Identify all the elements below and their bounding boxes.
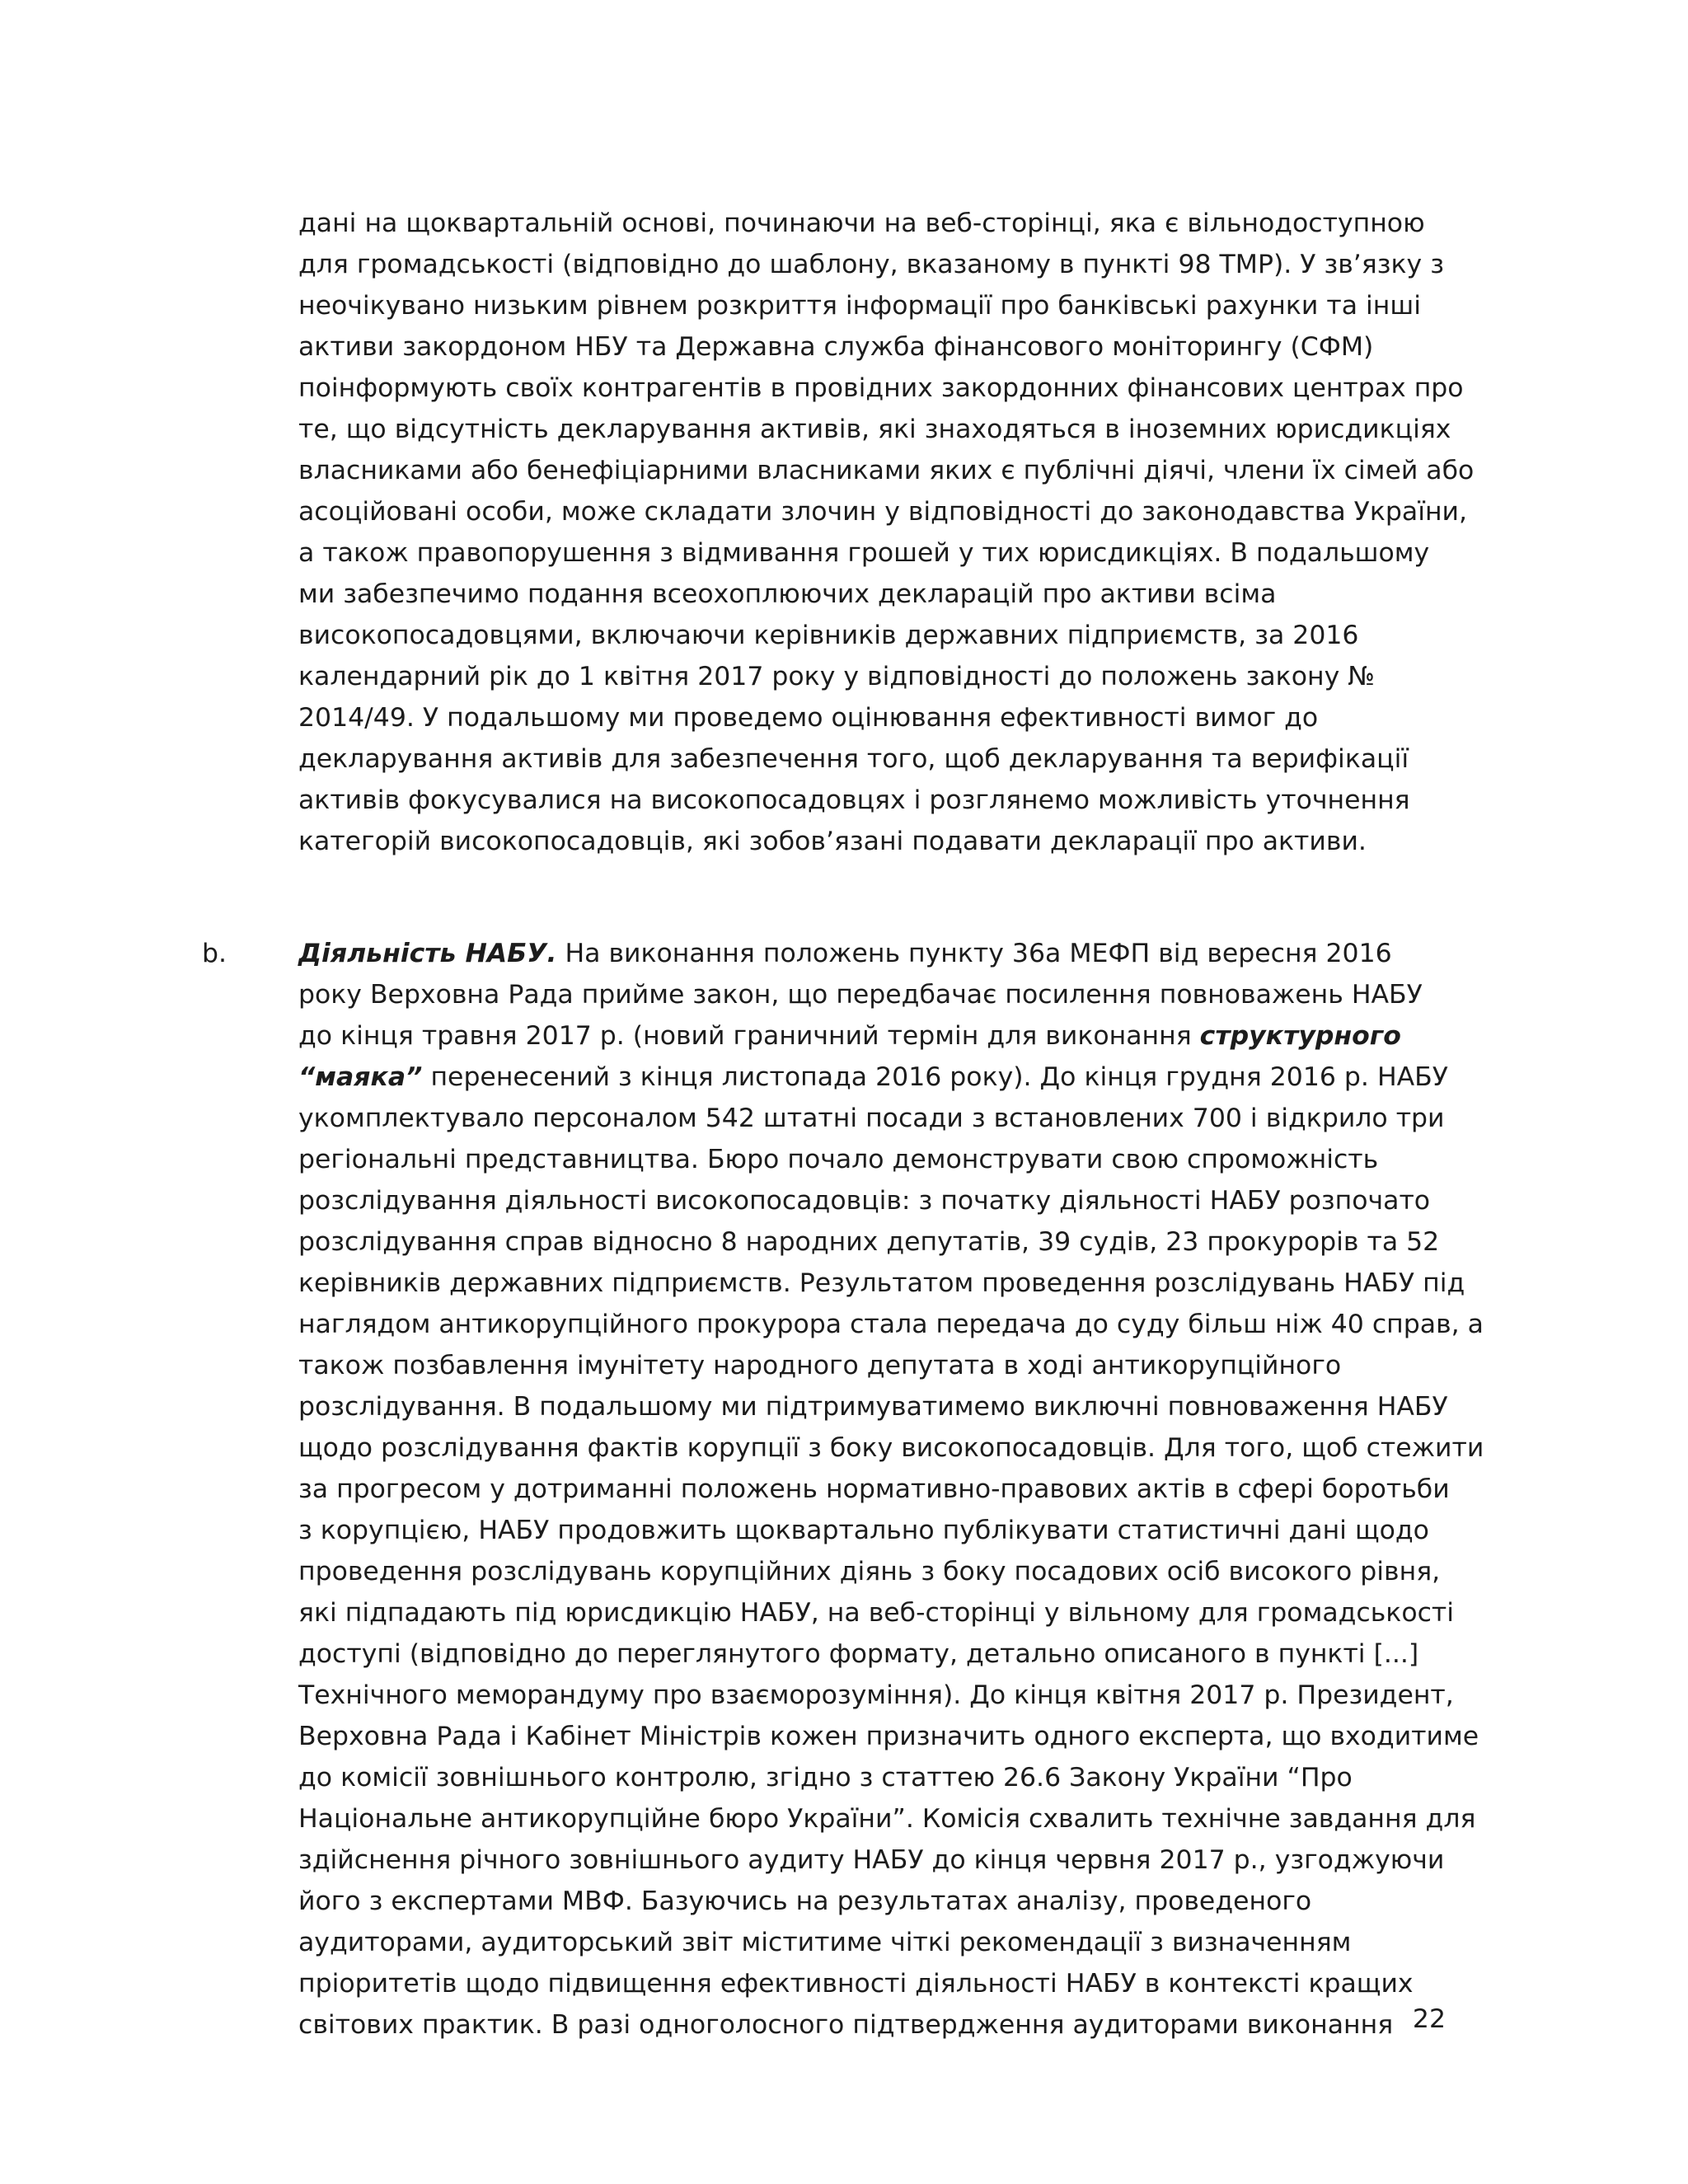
text-line: Технічного меморандуму про взаєморозуміння). До кінця квітня 2017 р. Президент,: [298, 1680, 1454, 1710]
text-line: його з експертами МВФ. Базуючись на результатах аналізу, проведеного: [298, 1886, 1312, 1916]
text-line: регіональні представництва. Бюро почало демонструвати свою спроможність: [298, 1145, 1379, 1174]
text-line: 2014/49. У подальшому ми проведемо оцінювання ефективності вимог до: [298, 703, 1319, 733]
text-line: дані на щоквартальній основі, починаючи на веб-сторінці, яка є вільнодоступною: [298, 209, 1425, 238]
text-line: [298, 1015, 1452, 1057]
text-line: активів фокусувалися на високопосадовцях і розглянемо можливість уточнення: [298, 785, 1410, 815]
text-line: керівників державних підприємств. Результатом проведення розслідувань НАБУ під: [298, 1268, 1465, 1298]
nabu-activity-paragraph: [298, 933, 1484, 2046]
text-line: активи закордоном НБУ та Державна служба фінансового моніторингу (СФМ): [298, 332, 1374, 362]
text-line: доступі (відповідно до переглянутого формату, детально описаного в пункті [...]: [298, 1639, 1419, 1669]
text-fragment: На виконання положень пункту 36а МЕФП від вересня 2016: [556, 939, 1392, 968]
text-line: світових практик. В разі одноголосного підтвердження аудиторами виконання: [298, 2010, 1394, 2040]
text-line: з корупцією, НАБУ продовжить щоквартально публікувати статистичні дані щодо: [298, 1516, 1429, 1545]
text-fragment: до кінця травня 2017 р. (новий граничний термін для виконання: [298, 1021, 1200, 1051]
text-line: які підпадають під юрисдикцію НАБУ, на веб-сторінці у вільному для громадськості: [298, 1598, 1455, 1628]
text-line: укомплектувало персоналом 542 штатні посади з встановлених 700 і відкрило три: [298, 1104, 1445, 1133]
text-line: щодо розслідування фактів корупції з боку високопосадовців. Для того, щоб стежити: [298, 1433, 1484, 1463]
text-line: аудиторами, аудиторський звіт міститиме чіткі рекомендації з визначенням: [298, 1928, 1352, 1957]
text-line: розслідування. В подальшому ми підтримуватимемо виключні повноваження НАБУ: [298, 1392, 1448, 1422]
page-number: 22: [1412, 2004, 1446, 2034]
emphasis-text: “маяка”: [298, 1062, 423, 1092]
text-line: наглядом антикорупційного прокурора стала передача до суду більш ніж 40 справ, а: [298, 1310, 1484, 1339]
text-line: року Верховна Рада прийме закон, що передбачає посилення повноважень НАБУ: [298, 980, 1423, 1010]
text-line: за прогресом у дотриманні положень нормативно-правових актів в сфері боротьби: [298, 1474, 1450, 1504]
text-line: для громадськості (відповідно до шаблону, вказаному в пункті 98 ТМР). У зв’язку з: [298, 250, 1444, 279]
list-item-marker: b.: [202, 939, 227, 968]
text-line: пріоритетів щодо підвищення ефективності діяльності НАБУ в контексті кращих: [298, 1969, 1414, 1999]
text-line: [298, 1057, 1452, 1098]
text-line: категорій високопосадовців, які зобов’язані подавати декларації про активи.: [298, 827, 1367, 856]
text-line: [298, 933, 1452, 974]
text-line: розслідування діяльності високопосадовців: з початку діяльності НАБУ розпочато: [298, 1186, 1431, 1216]
text-line: а також правопорушення з відмивання грошей у тих юрисдикціях. В подальшому: [298, 538, 1430, 568]
text-line: календарний рік до 1 квітня 2017 року у відповідності до положень закону №: [298, 662, 1375, 691]
text-line: неочікувано низьким рівнем розкриття інформації про банківські рахунки та інші: [298, 291, 1421, 321]
text-line: здійснення річного зовнішнього аудиту НАБУ до кінця червня 2017 р., узгоджуючи: [298, 1845, 1445, 1875]
emphasis-text: структурного: [1199, 1021, 1401, 1051]
text-line: проведення розслідувань корупційних діянь з боку посадових осіб високого рівня,: [298, 1557, 1441, 1586]
section-heading: Діяльність НАБУ.: [298, 939, 557, 968]
text-line: розслідування справ відносно 8 народних депутатів, 39 судів, 23 прокурорів та 52: [298, 1227, 1440, 1257]
text-line: високопосадовцями, включаючи керівників державних підприємств, за 2016: [298, 621, 1359, 650]
text-line: до комісії зовнішнього контролю, згідно з статтею 26.6 Закону України “Про: [298, 1763, 1353, 1793]
text-line: також позбавлення імунітету народного депутата в ході антикорупційного: [298, 1351, 1342, 1380]
text-line: асоційовані особи, може складати злочин у відповідності до законодавства України,: [298, 497, 1468, 527]
text-line: те, що відсутність декларування активів, які знаходяться в іноземних юрисдикціях: [298, 415, 1451, 444]
text-line: Національне антикорупційне бюро України”. Комісія схвалить технічне завдання для: [298, 1804, 1476, 1834]
text-line: ми забезпечимо подання всеохоплюючих декларацій про активи всіма: [298, 579, 1277, 609]
text-line: власниками або бенефіціарними власниками яких є публічні діячі, члени їх сімей або: [298, 456, 1475, 485]
text-line: декларування активів для забезпечення того, щоб декларування та верифікації: [298, 744, 1409, 774]
continued-paragraph: [298, 203, 1475, 862]
text-fragment: перенесений з кінця листопада 2016 року). До кінця грудня 2016 р. НАБУ: [422, 1062, 1448, 1092]
text-line: поінформують своїх контрагентів в провідних закордонних фінансових центрах про: [298, 373, 1464, 403]
text-line: Верховна Рада і Кабінет Міністрів кожен призначить одного експерта, що входитиме: [298, 1722, 1479, 1751]
